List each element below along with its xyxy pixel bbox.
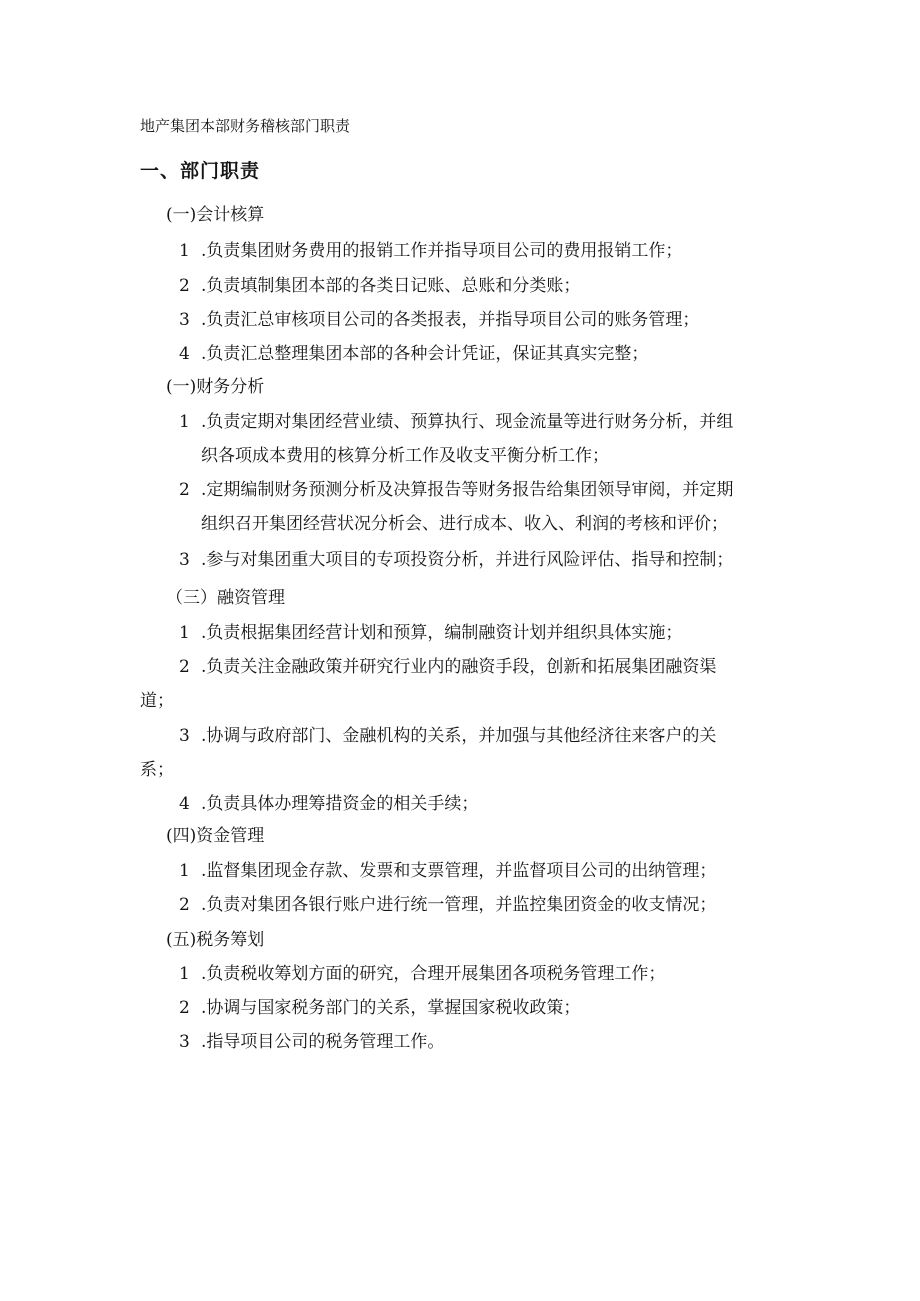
item-number: 3 — [179, 310, 190, 330]
list-item — [179, 1000, 580, 1017]
item-continuation: 道； — [140, 691, 174, 711]
item-text: .负责汇总整理集团本部的各种会计凭证，保证其真实完整； — [201, 344, 649, 364]
item-text: .负责填制集团本部的各类日记账、总账和分类账； — [201, 276, 581, 296]
item-text: .参与对集团重大项目的专项投资分析，并进行风险评估、指导和控制； — [201, 550, 734, 570]
item-text: .负责关注金融政策并研究行业内的融资手段，创新和拓展集团融资渠 — [201, 657, 717, 677]
item-continuation: 织各项成本费用的核算分析工作及收支平衡分析工作； — [201, 446, 609, 466]
item-text: .协调与国家税务部门的关系，掌握国家税收政策； — [201, 998, 581, 1018]
document-title: 地产集团本部财务稽核部门职责 — [140, 117, 351, 135]
item-number: 1 — [179, 623, 190, 643]
section-heading: 一、部门职责 — [140, 160, 261, 182]
item-number: 2 — [179, 895, 190, 915]
subsection-label: (五)税务筹划 — [166, 930, 265, 950]
list-item — [179, 1034, 444, 1051]
list-item — [179, 625, 682, 642]
item-text: .协调与政府部门、金融机构的关系，并加强与其他经济往来客户的关 — [201, 726, 717, 746]
item-text: .负责根据集团经营计划和预算，编制融资计划并组织具体实施； — [201, 623, 683, 643]
item-text: .负责对集团各银行账户进行统一管理，并监控集团资金的收支情况； — [201, 895, 717, 915]
item-number: 3 — [179, 726, 190, 746]
list-item — [179, 346, 648, 363]
item-text: .指导项目公司的税务管理工作。 — [201, 1032, 445, 1052]
list-item — [179, 966, 665, 983]
item-number: 1 — [179, 964, 190, 984]
item-number: 2 — [179, 276, 190, 296]
list-item — [179, 278, 580, 295]
list-item — [179, 243, 682, 260]
list-item — [179, 659, 716, 676]
list-item — [179, 897, 716, 914]
subsection-label: （三）融资管理 — [166, 588, 285, 608]
list-item — [179, 312, 699, 329]
item-number: 2 — [179, 480, 190, 500]
item-text: .负责集团财务费用的报销工作并指导项目公司的费用报销工作； — [201, 241, 683, 261]
item-text: .定期编制财务预测分析及决算报告等财务报告给集团领导审阅，并定期 — [201, 480, 734, 500]
subsection-label: (一)会计核算 — [166, 205, 265, 225]
item-number: 1 — [179, 412, 190, 432]
list-item — [179, 482, 733, 499]
item-continuation: 组织召开集团经营状况分析会、进行成本、收入、利润的考核和评价； — [201, 514, 728, 534]
item-number: 4 — [179, 344, 190, 364]
item-text: .负责具体办理筹措资金的相关手续； — [201, 794, 479, 814]
subsection-label: (一)财务分析 — [166, 377, 265, 397]
item-number: 3 — [179, 1032, 190, 1052]
list-item — [179, 728, 716, 745]
item-number: 1 — [179, 861, 190, 881]
item-number: 2 — [179, 657, 190, 677]
list-item — [179, 796, 478, 813]
list-item — [179, 863, 716, 880]
item-number: 2 — [179, 998, 190, 1018]
item-number: 1 — [179, 241, 190, 261]
item-continuation: 系； — [140, 760, 174, 780]
item-text: .负责汇总审核项目公司的各类报表，并指导项目公司的账务管理； — [201, 310, 700, 330]
list-item — [179, 552, 733, 569]
item-text: .监督集团现金存款、发票和支票管理，并监督项目公司的出纳管理； — [201, 861, 717, 881]
subsection-label: (四)资金管理 — [166, 826, 265, 846]
item-text: .负责定期对集团经营业绩、预算执行、现金流量等进行财务分析，并组 — [201, 412, 734, 432]
item-number: 4 — [179, 794, 190, 814]
item-text: .负责税收筹划方面的研究，合理开展集团各项税务管理工作； — [201, 964, 666, 984]
list-item — [179, 414, 733, 431]
item-number: 3 — [179, 550, 190, 570]
